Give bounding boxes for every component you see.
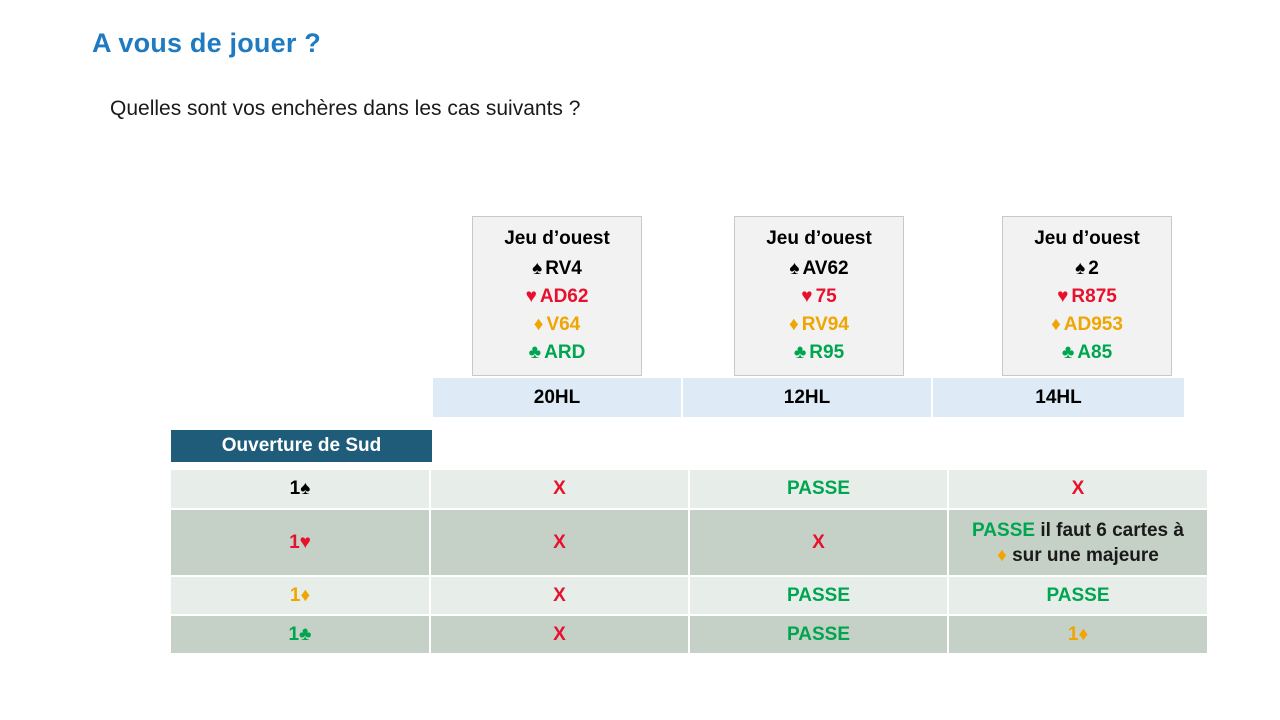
opening-cell	[171, 615, 430, 654]
answer-note-a: il faut 6 cartes à	[1035, 519, 1184, 541]
hand-clubs: ARD	[544, 342, 586, 363]
hand-title: Jeu d’ouest	[766, 228, 872, 249]
heart-icon: ♥	[299, 531, 311, 553]
table-row	[171, 615, 1207, 654]
table-row	[171, 470, 1207, 509]
opening-cell	[171, 470, 430, 509]
hand-spades: RV4	[545, 258, 582, 279]
hand-card-3	[1002, 216, 1172, 376]
hand-spades: 2	[1088, 258, 1099, 279]
hand-row-spades	[473, 255, 641, 283]
spade-icon: ♠	[1075, 258, 1086, 279]
answer-text: X	[812, 531, 825, 553]
diamond-icon: ♦	[300, 584, 311, 606]
table-row	[171, 509, 1207, 576]
hand-title: Jeu d’ouest	[504, 228, 610, 249]
diamond-icon: ♦	[1078, 623, 1089, 645]
opening-cell	[171, 576, 430, 615]
hand-row-spades	[1003, 255, 1171, 283]
answer-cell-1	[430, 509, 689, 576]
hand-diamonds: RV94	[801, 314, 849, 335]
answer-cell-3	[948, 509, 1207, 576]
answer-cell-2	[689, 615, 948, 654]
answer-text: X	[553, 531, 566, 553]
opening-level: 1	[289, 531, 300, 553]
hand-hearts: AD62	[539, 286, 589, 307]
answer-text: X	[1071, 478, 1085, 499]
club-icon: ♣	[793, 342, 807, 363]
hand-title: Jeu d’ouest	[1034, 228, 1140, 249]
heart-icon: ♥	[801, 286, 813, 307]
answer-text: X	[553, 584, 566, 606]
hand-card-2	[734, 216, 904, 376]
club-icon: ♣	[299, 623, 312, 645]
hl-value-1: 20HL	[433, 378, 683, 417]
hand-card-1	[472, 216, 642, 376]
heart-icon: ♥	[1057, 286, 1069, 307]
answer-cell-3	[948, 576, 1207, 615]
answer-text: 1	[1067, 623, 1079, 645]
hand-row-hearts	[473, 283, 641, 311]
opening-level: 1	[288, 623, 300, 645]
bidding-table	[171, 470, 1207, 655]
diamond-icon: ♦	[789, 314, 799, 335]
hand-row-hearts	[1003, 283, 1171, 311]
table-row	[171, 576, 1207, 615]
hand-diamonds: V64	[546, 314, 581, 335]
hand-diamonds: AD953	[1063, 314, 1123, 335]
diamond-icon: ♦	[1051, 314, 1061, 335]
answer-text: PASSE	[1046, 584, 1110, 606]
spade-icon: ♠	[789, 258, 800, 279]
heart-icon: ♥	[525, 286, 537, 307]
hand-spades: AV62	[802, 258, 849, 279]
hand-hearts: 75	[815, 286, 837, 307]
spade-icon: ♠	[300, 478, 311, 499]
honour-points-strip	[433, 378, 1184, 417]
answer-cell-2	[689, 576, 948, 615]
answer-cell-2	[689, 470, 948, 509]
answer-note	[949, 518, 1207, 568]
hand-row-clubs	[1003, 339, 1171, 367]
hand-row-diamonds	[1003, 311, 1171, 339]
hand-clubs: A85	[1077, 342, 1113, 363]
hand-row-spades	[735, 255, 903, 283]
answer-note-b: sur une majeure	[1006, 544, 1159, 566]
hl-value-3: 14HL	[933, 378, 1184, 417]
page-title: A vous de jouer ?	[92, 28, 321, 58]
hand-row-clubs	[473, 339, 641, 367]
answer-text: X	[553, 623, 566, 645]
hand-row-hearts	[735, 283, 903, 311]
answer-text: PASSE	[786, 584, 850, 606]
answer-cell-1	[430, 470, 689, 509]
answer-cell-3	[948, 615, 1207, 654]
answer-cell-3	[948, 470, 1207, 509]
diamond-icon: ♦	[997, 544, 1007, 566]
hl-value-2: 12HL	[683, 378, 933, 417]
opening-header: Ouverture de Sud	[171, 430, 432, 462]
club-icon: ♣	[528, 342, 542, 363]
hands-group	[433, 216, 1184, 376]
answer-text: PASSE	[972, 519, 1036, 541]
spade-icon: ♠	[532, 258, 543, 279]
opening-cell	[171, 509, 430, 576]
answer-text: PASSE	[786, 623, 850, 645]
answer-cell-1	[430, 576, 689, 615]
answer-text: PASSE	[786, 478, 850, 499]
diamond-icon: ♦	[533, 314, 544, 335]
opening-level: 1	[289, 478, 301, 499]
answer-text: X	[553, 478, 566, 499]
hand-row-clubs	[735, 339, 903, 367]
page-subtitle: Quelles sont vos enchères dans les cas suivants ?	[110, 97, 581, 120]
club-icon: ♣	[1061, 342, 1075, 363]
opening-level: 1	[289, 584, 301, 606]
answer-cell-2	[689, 509, 948, 576]
hand-clubs: R95	[809, 342, 845, 363]
hand-row-diamonds	[735, 311, 903, 339]
hand-hearts: R875	[1071, 286, 1117, 307]
answer-cell-1	[430, 615, 689, 654]
hand-row-diamonds	[473, 311, 641, 339]
